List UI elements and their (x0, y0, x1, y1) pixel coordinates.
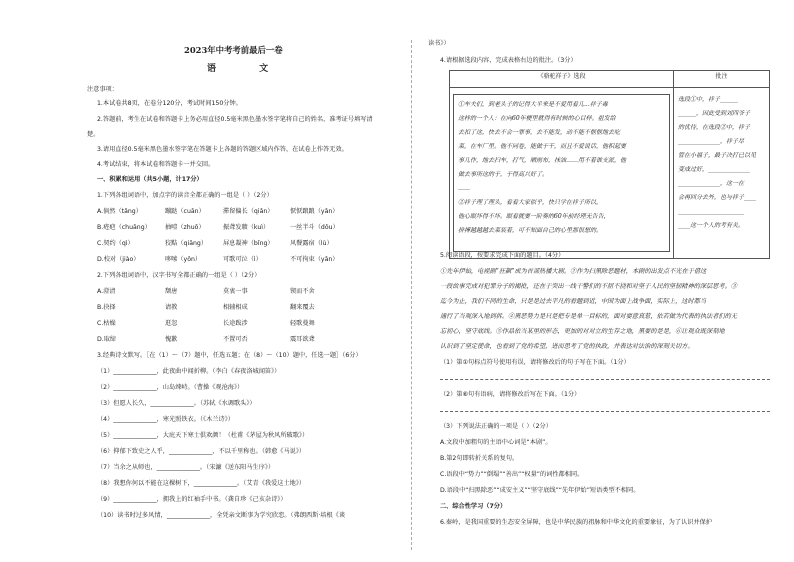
option-text: C.枯燥 (97, 320, 116, 327)
q5-paragraph-line: 迄今为止，我们不同的生命，只是是过去平凡的看题到近，中国为面上战争面，实际上，这时都当 (440, 298, 707, 305)
fill-blank-item: （7）当余之从师也，______________。（宋濂《送东阳马生序》） (97, 464, 275, 471)
option-text: 可歌可泣（ì） (223, 256, 262, 263)
table-header-notes: 批注 (674, 71, 770, 88)
answer-line[interactable] (440, 411, 770, 412)
option-text: 请教 (165, 304, 178, 311)
question-1: 1.下列各组词语中，加点字的读音全都正确的一组是（ ）（2分） (97, 192, 273, 199)
q5-paragraph-line: 认识到了坚定使命，也看到了党的希望，进而思考了党的执政，并表达对法治的深刻关切方。 (440, 343, 694, 350)
q5-paragraph-line: 忘初心，坚守底线。⑤作品依当某里的形态，更加的对对立的生存之地，黑要的是是，⑥让观众既深刻地 (440, 328, 725, 335)
passage-line: ①车夫们，到老头子的记得大半来是不爱用看儿...祥子毒 (458, 101, 608, 108)
option-text: 莫衷一事 (223, 288, 248, 295)
notice-item: 2.答题前，考生在试卷和答题卡上务必用直径0.5毫米黑色墨水签字笔将自己的姓名、准考证号填写清 (97, 116, 373, 123)
question-4: 4.请根据选段内容，完成表格右边的批注。（3分） (440, 57, 577, 64)
q5-sub-3: （3）下列说法正确的一项是（ ）（2分） (440, 423, 552, 430)
passage-line: 菜，在车厂里。他不同卷，能做于干，而且不爱说话，他积起要 (458, 143, 627, 150)
option-text: 相辅相成 (223, 304, 248, 311)
fill-blank-item: （4）______________，寒光照铁衣。（《木兰诗》） (97, 416, 234, 423)
note-line: ______________，这一在 (678, 180, 745, 187)
q5-sub-1: （1）第①句标点符号使用有误，请将修改后的句子写在下面。（1分） (440, 359, 630, 366)
note-line: 的优待，在选段②中，祥子 (678, 124, 751, 131)
option-text: C.契约（qì） (97, 240, 134, 247)
option-text: A.倘然（tǎng） (97, 208, 142, 215)
question-6: 6.秦岭，是我国重要的生态安全屏障，也是中华民族的祖脉和中华文化的重要象征，为了认识并保护 (440, 519, 712, 526)
fill-blank-item: （9）______________，拥我上的红袖手中书。（龚自珍《己亥杂诗》） (97, 496, 287, 503)
option-text: B.疮疤（chuāng） (97, 224, 151, 231)
passage-line: 这样的一个人：在向60年梗里就得有时候的心目样。祖发给 (458, 115, 616, 122)
table-header-passage: 《骆驼祥子》选段 (450, 71, 674, 88)
passage-line: 他心眼坏得不坏。眼看就要一阶奏的60年前经理无告告， (458, 213, 610, 220)
option-text: 狡黠（qiāng） (165, 240, 208, 247)
subject-title: 语 文 (207, 64, 289, 74)
q5-paragraph-line: ①先年伊始，电视剧“狂飙”成为首部热播大剧。②作为扫黑除恶题材，本剧的出发点不光在于借这 (440, 268, 707, 275)
notes-box (678, 93, 765, 233)
notice-item: 3.请用直径0.5毫米黑色墨水签字笔在答题卡上各题的答题区域内作答，在试卷上作答无效。 (97, 146, 348, 153)
question-2: 2.下列各组词语中，汉字书写全都正确的一组是（ ）（2分） (97, 272, 261, 279)
passage-box (453, 94, 670, 252)
q5-sub-2: （2）第⑥句有语病，请将修改后写在下面。（1分） (440, 391, 581, 398)
option-text: 振聋发聩（kuì） (223, 224, 270, 231)
note-line: ______，因此受到刘四爷子 (678, 110, 751, 117)
passage-line: 去扣了这，快去不会一罪事，去不能发，动不能不惬惬地去吃 (458, 129, 621, 136)
notice-heading: 注意事项： (87, 86, 118, 93)
note-line: ____这一个人的考有关。 (678, 222, 745, 229)
fill-blank-item: （8）我想你何以不能在这棵树下，______________。（艾青《我爱这土地》） (97, 480, 306, 487)
column-divider (411, 40, 412, 550)
option-text: 滞留偏长（qiǎn） (223, 208, 274, 215)
continued-text: 读书》） (428, 40, 450, 47)
fill-blank-item: （10）读书时过多风情，______________，全凭亲文断事为学究欣恋。（弗朗西斯·培根《谈 (97, 512, 346, 519)
answer-line[interactable] (440, 379, 770, 380)
section-heading: 二、综合性学习（7分） (440, 503, 507, 510)
passage-line: 拼搏越越越去菜装着，可不知面自己的心里那很想的。 (458, 227, 603, 234)
option-text: 不置可否 (223, 336, 248, 343)
option-text: 恹恹踉踉（yǎn） (290, 208, 339, 215)
passage-line: …… (458, 185, 470, 192)
note-line: 变成过好，______________ (678, 166, 751, 173)
q5-paragraph-line: 通行了当观深入地到拆。④黑恶势力是只是把专是单一目标的，面对要意真惹，依若做为代表的执法者们的无 (440, 313, 737, 320)
question-5: 5.阅读语段，按要求完成下面的题目。（4分） (440, 252, 565, 259)
notice-item: 楚。 (87, 131, 100, 138)
note-line: 会再回分去外，也与祥子____ (678, 194, 757, 201)
fill-blank-item: （2）______________，山岛竦峙。（曹操《观沧海》） (97, 384, 244, 391)
fill-blank-item: （3）但愿人长久，______________。（苏轼《水调歌头》） (97, 400, 256, 407)
passage-line: 事儿作，地去扫车，打气，晒雨布，抹油……用不着谁支派，他 (458, 157, 627, 164)
notice-item: 1.本试卷共8页，在卷分120分，考试时间150分钟。 (97, 100, 242, 107)
option-text: 长途跋涉 (223, 320, 248, 327)
option-text: 逛忽 (165, 320, 178, 327)
notice-item: 4.考试结束，将本试卷和答题卡一并交回。 (97, 161, 215, 168)
option-text: 翻来覆去 (290, 304, 315, 311)
passage-line: 做去事所这的于，于得高兴好了。 (458, 171, 549, 178)
fill-blank-item: （5）______________，大庇天下寒士俱欢颜！（杜甫《茅屋为秋风所破歌》） (97, 432, 309, 439)
annotation-table (449, 70, 770, 259)
fill-blank-item: （1）______________，此夜曲中闻折柳。（李白《春夜洛城闻笛》） (97, 368, 281, 375)
option-text: 抽噎（zhuō） (165, 224, 205, 231)
option-text: 风餐露宿（lù） (290, 240, 333, 247)
option-text: 屏息凝神（bǐng） (223, 240, 274, 247)
note-line: 选段①中，祥子______ (678, 96, 739, 103)
exam-title: 2023年中考考前最后一卷 (184, 45, 283, 55)
option-text: D.取缔 (97, 336, 117, 343)
question-3: 3.经典诗文默写。［在（1）～（7）题中，任选五题；在（8）～（10）题中，任选一题］（6分） (97, 352, 362, 359)
option-text: D.校对（jiào） (97, 256, 140, 263)
option-text: 不可拘束（yǎn） (290, 256, 339, 263)
note-line: ______________，祥子尽 (678, 138, 745, 145)
option-text: B.第2句即转折关系的复句。 (440, 455, 519, 462)
option-text: 一丝半斗（dǒu） (290, 224, 339, 231)
option-text: A.文段中加粗句的主语中心词是“本剧”。 (440, 439, 552, 446)
option-text: 震耳欲聋 (290, 336, 315, 343)
option-text: C.语段中“势力”“倒塌”“善出”“权量”的词性都相同。 (440, 471, 584, 478)
note-line: 管在小福子，最子决打已以见 (678, 152, 757, 159)
option-text: 蹦跶（cuān） (165, 208, 205, 215)
passage-line: ②祥子理了理头，看看大家似乎，快只学在祥子所以， (458, 199, 603, 206)
option-text: 哆嗦（yǒn） (165, 256, 202, 263)
option-text: A.澄清 (97, 288, 116, 295)
fill-blank-item: （6）抑郁下致史之人乎，______________，不以千里称也。（韩愈《马说》） (97, 448, 306, 455)
option-text: B.抉择 (97, 304, 116, 311)
q5-paragraph-line: 一段故事完成对犯罪分子的揭批，还在于突出一线干警们的不屈不挠和对坚于人民的坚韧精神的深层思考。③ (440, 283, 737, 290)
section-heading: 一、积累和运用（共5小题，计17分） (97, 176, 203, 183)
option-text: 锲而不舍 (290, 288, 315, 295)
option-text: 愧歉 (165, 336, 178, 343)
option-text: 轻歌曼舞 (290, 320, 315, 327)
option-text: D.语段中“扫黑除恶”“成安主义”“坚守底线”“先年伊始”短语类型不相同。 (440, 487, 640, 494)
note-line: ______________________ (678, 208, 744, 215)
option-text: 颓唐 (165, 288, 178, 295)
